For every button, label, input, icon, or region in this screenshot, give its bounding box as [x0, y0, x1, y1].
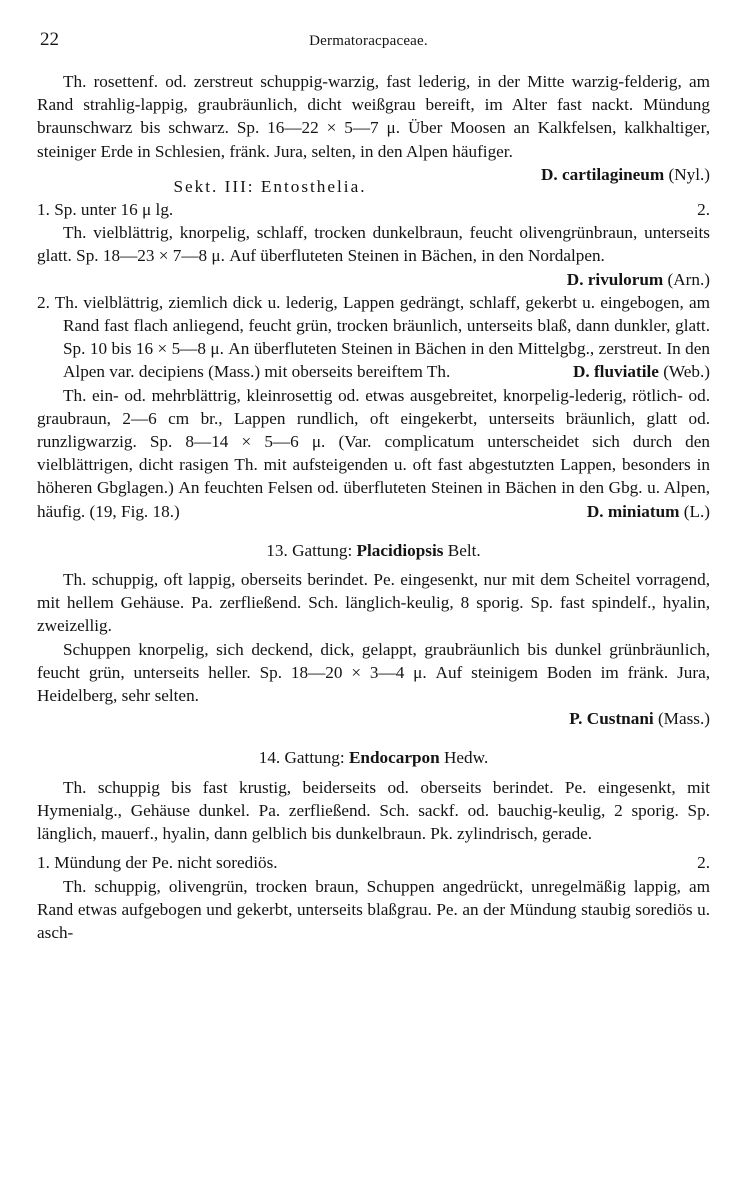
key-line-endocarpon-1 [37, 851, 710, 874]
key-lead: 1. Sp. unter 16 μ lg. [37, 200, 174, 220]
species-author: (Web.) [663, 362, 710, 382]
species-description: Th. schuppig, olivengrün, trocken braun, Schuppen angedrückt, unregelmäßig lappig, am Rand etwas aufgebogen und gekerbt, unterseits blaßgrau. Pe. an der Mündung staubig sorediös u. asch- [37, 876, 710, 942]
section-heading: Sekt. III: Entosthelia. [173, 176, 367, 196]
species-name: D. cartilagineum [541, 164, 665, 184]
species-citation [37, 268, 710, 291]
genus-description: Th. schuppig bis fast krustig, beiderseits od. oberseits berindet. Pe. eingesenkt, mit Hymenialg., Gehäuse dunkel. Pa. zerfließend. Sch. sackf. od. bauchig-keulig, 2 sporig. Sp. länglich, mauerf., hyalin, dann gelblich bis dunkelbraun. Pk. zylindrisch, gerade. [37, 777, 710, 844]
paragraph-cartilagineum [37, 70, 710, 184]
species-author: (L.) [683, 501, 710, 521]
genus-description: Th. schuppig, oft lappig, oberseits berindet. Pe. eingesenkt, nur mit dem Scheitel vorragend, mit hellem Gehäuse. Pa. zerfließend. Sch. länglich-keulig, 8 sporig. Sp. fast spindelf., hyalin, zweizellig. [37, 570, 710, 636]
species-name: D. rivulorum [566, 269, 664, 289]
paragraph-miniatum [37, 384, 710, 523]
species-author: (Nyl.) [668, 164, 710, 184]
paragraph-fluviatile [37, 291, 710, 384]
species-author: (Arn.) [667, 269, 710, 289]
running-title: Dermatoracpaceae. [309, 33, 428, 49]
description-text: Th. rosettenf. od. zerstreut schuppig-warzig, fast lederig, in der Mitte warzig-felderig, am Rand strahlig-lappig, graubräunlich, dicht weißgrau bereift, im Alter fast nackt. Mündung braunschwarz bis schwarz. Sp. 16—22 × 5—7 μ. Über Moosen an Kalkfelsen, kalkhaltiger, steiniger Erde in Schlesien, fränk. Jura, selten, in den Alpen häufiger. [37, 72, 710, 161]
species-description: Schuppen knorpelig, sich deckend, dick, gelappt, graubräunlich bis dunkel grünbräunlich, feucht grün, unterseits heller. Sp. 18—20 × 3—4 μ. Auf steinigem Boden im fränk. Jura, Heidelberg, sehr selten. [37, 639, 710, 706]
description-text: 2. Th. vielblättrig, ziemlich dick u. lederig, Lappen gedrängt, schlaff, gekerbt u. eingebogen, am Rand fast flach anliegend, feucht grün, trocken bräunlich, unterseits blaß, dann dunkler, glatt. Sp. 10 bis 16 × 5—8 μ. An überfluteten Steinen in Bächen in den Mittelgbg., zerstreut. In den Alpen var. decipiens (Mass.) mit oberseits bereiftem Th. [37, 292, 710, 382]
species-citation [515, 163, 710, 186]
genus-name: Placidiopsis [356, 540, 444, 560]
species-author: (Mass.) [657, 709, 710, 729]
species-name: D. miniatum [586, 501, 680, 521]
species-citation [561, 500, 710, 523]
key-lead: 1. Mündung der Pe. nicht sorediös. [37, 853, 278, 873]
species-name: D. fluviatile [572, 362, 659, 382]
genus-heading-placidiopsis: 13. Gattung: Placidiopsis Belt. [266, 540, 481, 560]
genus-heading-endocarpon: 14. Gattung: Endocarpon Hedw. [258, 748, 489, 768]
paragraph-rivulorum [37, 221, 710, 267]
page-body [37, 70, 710, 944]
species-citation [37, 707, 710, 730]
page-number: 22 [40, 29, 59, 50]
description-text: Th. vielblättrig, knorpelig, schlaff, trocken dunkelbraun, feucht olivengrünbraun, unterseits glatt. Sp. 18—23 × 7—8 μ. Auf überfluteten Steinen in Bächen, in den Nordalpen. [37, 223, 710, 266]
key-target: 2. [697, 853, 710, 873]
key-target: 2. [697, 200, 710, 220]
genus-name: Endocarpon [348, 748, 440, 768]
page-header [40, 28, 697, 52]
species-citation [572, 360, 710, 383]
species-name: P. Custnani [569, 709, 654, 729]
description-text: Th. ein- od. mehrblättrig, kleinrosettig od. etwas ausgebreitet, knorpelig-lederig, rötlich- od. graubraun, 2—6 cm br., Lappen rundlich, oft eingekerbt, unterseits bräunlich, glatt od. runzligwarzig. Sp. 8—14 × 5—6 μ. (Var. complicatum unterscheidet sich durch den vielblättrigen, dicht rasigen Th. mit aufsteigenden u. oft fast abgestutzten Lappen, besonders in höheren Gbglagen.) An feuchten Felsen od. überfluteten Steinen in Bächen in den Gbg. u. Alpen, häufig. (19, Fig. 18.) [37, 385, 710, 521]
key-line-1 [37, 198, 710, 221]
